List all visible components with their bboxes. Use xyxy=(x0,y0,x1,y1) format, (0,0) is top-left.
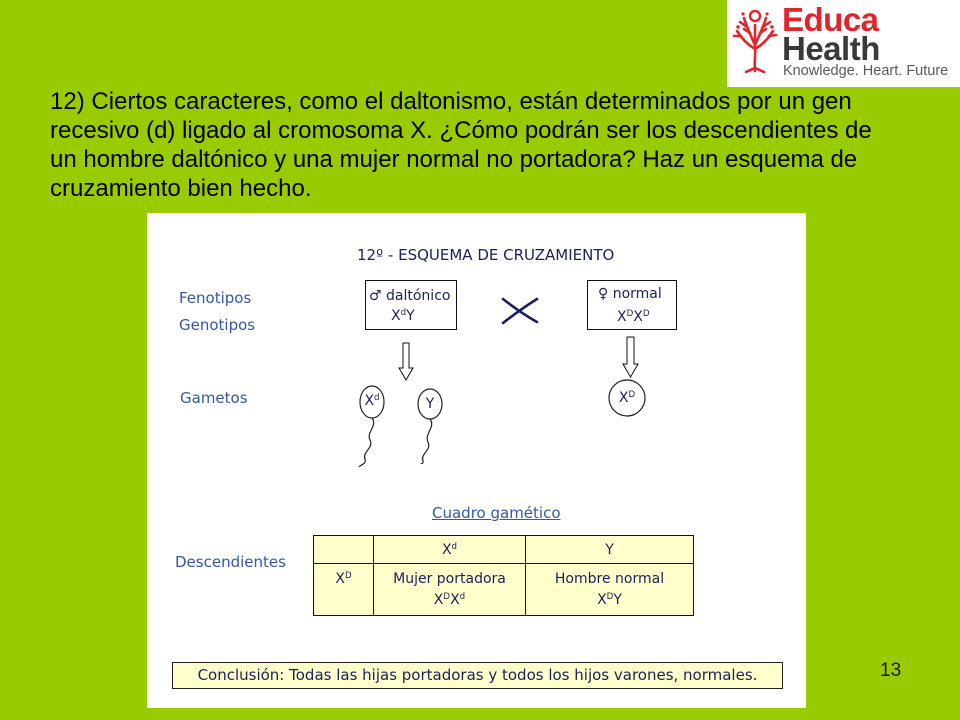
female-phenotype-text: normal xyxy=(612,286,662,302)
allele: X xyxy=(433,592,444,608)
allele: X xyxy=(597,592,607,608)
allele: X xyxy=(441,541,452,558)
punnett-cell xyxy=(526,564,694,616)
allele: X xyxy=(450,592,460,608)
sperm-tail xyxy=(359,418,374,467)
punnett-col-header xyxy=(374,536,526,564)
female-genotype xyxy=(617,308,650,326)
punnett-header-row xyxy=(314,536,694,564)
allele: X xyxy=(364,393,375,409)
male-genotype xyxy=(391,307,415,325)
allele-superscript: D xyxy=(344,571,352,582)
question-line: un hombre daltónico y una mujer normal no portadora? Haz un esquema de xyxy=(50,146,858,173)
male-parent-box xyxy=(365,280,457,330)
down-arrow-icon xyxy=(623,337,638,377)
offspring-phenotype: Mujer portadora xyxy=(393,571,506,587)
allele-superscript: d xyxy=(400,308,407,319)
educa-health-logo xyxy=(727,0,960,87)
male-phenotype-text: daltónico xyxy=(386,288,451,304)
punnett-row-header xyxy=(314,564,374,616)
diagram-title: 12º - ESQUEMA DE CRUZAMIENTO xyxy=(357,246,615,264)
allele: X xyxy=(633,309,643,325)
female-phenotype xyxy=(598,285,662,303)
cross-icon xyxy=(503,299,537,323)
slide-number: 13 xyxy=(880,660,902,681)
question-line: cruzamiento bien hecho. xyxy=(50,175,312,202)
gamete-label-xD xyxy=(609,389,645,407)
allele-superscript: d xyxy=(451,541,458,552)
logo-word-health: Health xyxy=(782,30,880,67)
logo-tagline: Knowledge. Heart. Future xyxy=(783,63,949,79)
allele-superscript: D xyxy=(642,309,650,320)
allele-superscript: d xyxy=(374,393,380,404)
punnett-row xyxy=(314,564,694,616)
punnett-square xyxy=(313,535,694,616)
allele: Y xyxy=(613,592,622,608)
allele: X xyxy=(617,309,627,325)
punnett-caption: Cuadro gamético xyxy=(432,504,561,522)
allele: Y xyxy=(406,308,415,324)
crossing-diagram-panel xyxy=(147,213,806,708)
allele-superscript: D xyxy=(443,592,451,603)
allele: Y xyxy=(605,541,614,558)
label-genotypes: Genotipos xyxy=(179,316,256,334)
sperm-tail xyxy=(421,419,432,464)
offspring-genotype xyxy=(526,590,693,611)
gamete-label-y xyxy=(415,395,445,413)
allele-superscript: d xyxy=(459,592,466,603)
female-parent-box xyxy=(587,280,677,330)
allele: X xyxy=(391,308,401,324)
label-offspring: Descendientes xyxy=(175,553,286,571)
allele: X xyxy=(335,571,345,587)
punnett-cell xyxy=(374,564,526,616)
down-arrow-icon xyxy=(399,343,413,380)
male-symbol-icon: ♂ xyxy=(369,288,382,304)
allele-superscript: D xyxy=(606,592,614,603)
allele-superscript: D xyxy=(626,309,634,320)
label-phenotypes: Fenotipos xyxy=(179,289,252,307)
male-phenotype xyxy=(369,287,450,305)
diagram-drawing xyxy=(147,213,806,708)
female-symbol-icon: ♀ xyxy=(598,286,609,302)
gamete-label-xd xyxy=(357,392,387,410)
question-line: 12) Ciertos caracteres, como el daltonismo, están determinados por un gen xyxy=(50,88,852,115)
conclusion-box: Conclusión: Todas las hijas portadoras y todos los hijos varones, normales. xyxy=(172,662,783,689)
logo-word-educa: Educa xyxy=(782,1,879,38)
question-text xyxy=(50,87,950,203)
offspring-genotype xyxy=(374,590,525,611)
allele-superscript: D xyxy=(628,390,636,401)
allele: Y xyxy=(425,396,435,412)
tree-figure-icon xyxy=(732,5,778,73)
label-gametes: Gametos xyxy=(180,389,248,407)
question-line: recesivo (d) ligado al cromosoma X. ¿Cómo podrán ser los descendientes de xyxy=(50,117,872,144)
allele: X xyxy=(618,390,629,406)
punnett-corner-cell xyxy=(314,536,374,564)
punnett-col-header xyxy=(526,536,694,564)
offspring-phenotype: Hombre normal xyxy=(554,571,665,587)
